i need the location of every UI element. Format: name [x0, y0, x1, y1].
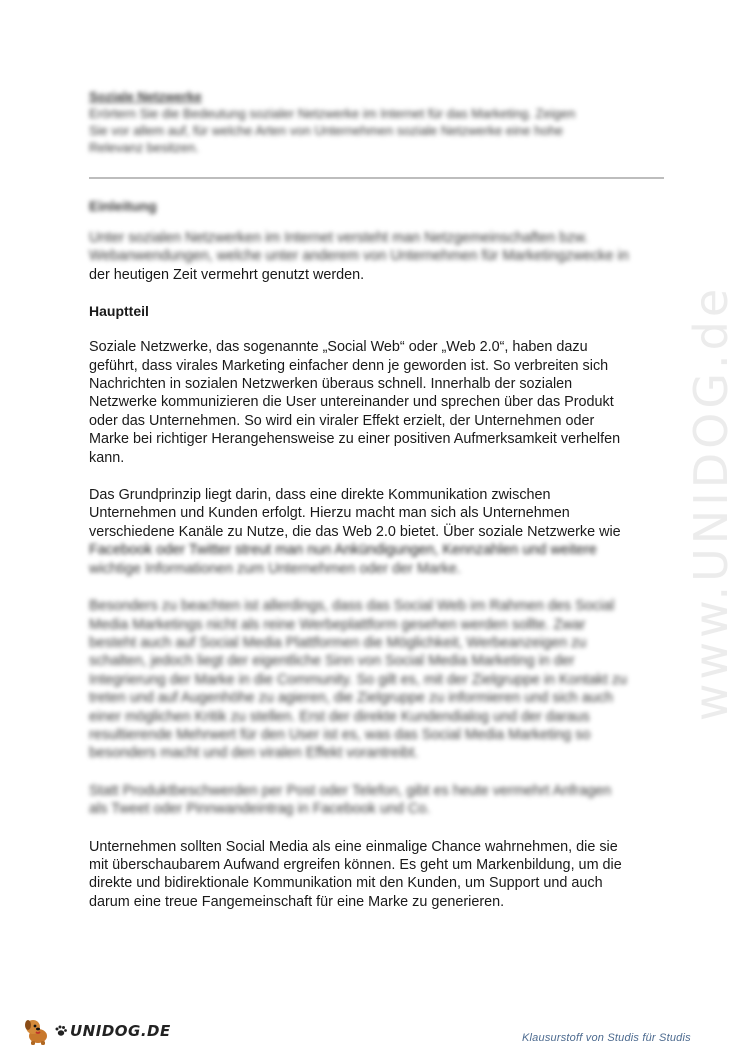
- intro-paragraph: [89, 229, 664, 284]
- intro-heading: Einleitung: [89, 198, 157, 214]
- task-line: Erörtern Sie die Bedeutung sozialer Netzwerke im Internet für das Marketing. Zeigen: [89, 106, 576, 121]
- paragraph-line: Media Marketings nicht als reine Werbeplattform gesehen werden sollte. Zwar: [89, 616, 586, 633]
- paragraph-line: resultierende Mehrwert für den User ist es, was das Social Media Marketing so: [89, 726, 591, 743]
- paragraph-3: [89, 597, 664, 763]
- watermark: [686, 278, 736, 728]
- paragraph-line: Unternehmen sollten Social Media als eine einmalige Chance wahrnehmen, die sie: [89, 838, 618, 855]
- paragraph-line: treten und auf Augenhöhe zu agieren, die Zielgruppe zu informieren und sich auch: [89, 690, 614, 707]
- paragraph-line: Netzwerke kommunizieren die User untereinander und sprechen über das Produkt: [89, 394, 614, 411]
- paragraph-line: verschiedene Kanäle zu Nutze, die das Web 2.0 bietet. Über soziale Netzwerke wie: [89, 523, 621, 540]
- watermark-text: www.UNIDOG.de: [684, 284, 738, 722]
- intro-line: Webanwendungen, welche unter anderem von Unternehmen für Marketingzwecke in: [89, 248, 629, 265]
- paragraph-line: Nachrichten in sozialen Netzwerken überaus schnell. Innerhalb der sozialen: [89, 376, 573, 393]
- paragraph-line: Facebook oder Twitter streut man nun Ankündigungen, Kennzahlen und weitere: [89, 542, 597, 559]
- paragraph-line: einer möglichen Kritik zu stellen. Erst der direkte Kundendialog und der daraus: [89, 708, 590, 725]
- paragraph-line: wichtige Informationen zum Unternehmen oder der Marke.: [89, 560, 461, 577]
- intro-line: der heutigen Zeit vermehrt genutzt werden.: [89, 266, 365, 283]
- paragraph-line: direkte und bidirektionale Kommunikation mit den Kunden, um Support und auch: [89, 875, 603, 892]
- intro-line: Unter sozialen Netzwerken im Internet versteht man Netzgemeinschaften bzw.: [89, 230, 589, 246]
- paragraph-line: Integrierung der Marke in die Community. So gilt es, mit der Zielgruppe in Kontakt zu: [89, 671, 628, 688]
- task-heading: Soziale Netzwerke: [89, 89, 202, 104]
- paragraph-line: Soziale Netzwerke, das sogenannte „Social Web“ oder „Web 2.0“, haben dazu: [89, 339, 588, 356]
- paragraph-line: oder das Unternehmen. So wird ein viraler Effekt erzielt, der Unternehmen oder: [89, 412, 595, 429]
- task-line: Sie vor allem auf, für welche Arten von Unternehmen soziale Netzwerke eine hohe: [89, 123, 564, 138]
- paragraph-line: darum eine treue Fangemeinschaft für eine Marke zu generieren.: [89, 893, 505, 910]
- paragraph-line: Unternehmen und Kunden erfolgt. Hierzu macht man sich als Unternehmen: [89, 505, 570, 522]
- paw-icon: [54, 1024, 68, 1038]
- paragraph-4: [89, 782, 664, 819]
- task-line: Relevanz besitzen.: [89, 140, 199, 155]
- paragraph-line: schalten, jedoch liegt der eigentliche Sinn von Social Media Marketing in der: [89, 653, 575, 670]
- paragraph-line: kann.: [89, 449, 125, 466]
- paragraph-line: geführt, dass virales Marketing einfacher denn je geworden ist. So verbreiten sich: [89, 357, 609, 374]
- paragraph-line: Statt Produktbeschwerden per Post oder Telefon, gibt es heute vermehrt Anfragen: [89, 782, 612, 799]
- task-block: [89, 88, 664, 156]
- paragraph-5: [89, 838, 664, 912]
- main-heading: Hauptteil: [89, 303, 149, 320]
- paragraph-1: [89, 338, 664, 467]
- footer-slogan: Klausurstoff von Studis für Studis: [522, 1032, 691, 1044]
- paragraph-line: Marke bei richtiger Herangehensweise zu einer positiven Aufmerksamkeit verhelfen: [89, 431, 621, 448]
- paragraph-line: besonders macht und den viralen Effekt vorantreibt.: [89, 745, 419, 762]
- footer-logo: [22, 1016, 171, 1046]
- document-page: [89, 88, 664, 911]
- paragraph-line: als Tweet oder Pinnwandeintrag in Facebook und Co.: [89, 801, 431, 818]
- divider: [89, 177, 664, 179]
- paragraph-line: mit überschaubarem Aufwand ergreifen können. Es geht um Markenbildung, um die: [89, 856, 622, 873]
- paragraph-2: [89, 486, 664, 578]
- paragraph-line: Besonders zu beachten ist allerdings, dass das Social Web im Rahmen des Social: [89, 598, 615, 615]
- paragraph-line: besteht auch auf Social Media Plattformen die Möglichkeit, Werbeanzeigen zu: [89, 634, 587, 651]
- intro-blurred-lines: [89, 229, 664, 266]
- logo-text: UNIDOG.DE: [70, 1022, 171, 1040]
- dog-mascot-icon: [22, 1016, 52, 1046]
- paragraph-line: Das Grundprinzip liegt darin, dass eine direkte Kommunikation zwischen: [89, 487, 551, 504]
